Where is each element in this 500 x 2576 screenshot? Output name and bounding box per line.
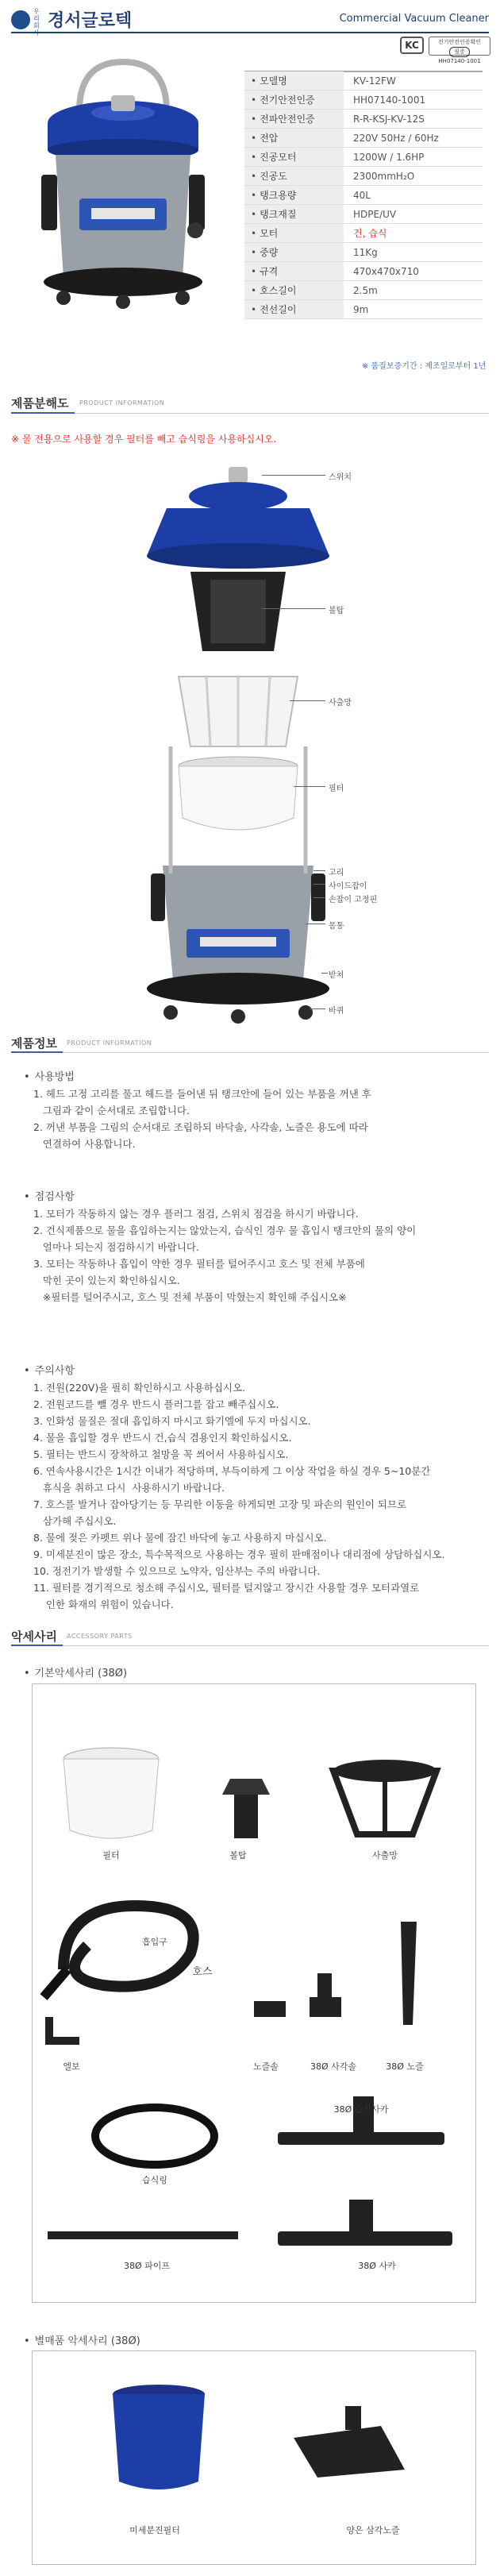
basic-accessories-images [32,1683,476,2303]
spec-row [244,300,483,319]
section-divider-accent [11,1645,63,1646]
list-item: 3. 모터는 작동하나 흡입이 약한 경우 필터를 털어주시고 호스 및 전체 부품에 [33,1258,365,1270]
list-item: 7. 호스를 발거나 잡아당기는 등 무리한 이동을 하게되면 고장 및 파손의 원인이 되므로 [33,1498,407,1510]
leader-line [321,973,328,974]
part-label-hook: 고리 [329,869,344,877]
part-label-wheel: 바퀴 [329,1007,344,1016]
list-item: 2. 꺼낸 부품을 그림의 순서대로 조립하되 바닥솔, 사각솔, 노즐은 용도에 따라 [33,1121,368,1133]
accessory-label-elbow: 엘보 [63,2061,80,2072]
spec-value: 9m [353,303,369,315]
leader-line [294,786,325,787]
exploded-diagram [135,461,341,1032]
accessory-label-float: 볼탑 [229,1850,247,1861]
spec-row [244,186,483,205]
kc-line-2: 필증 [449,47,470,57]
section-title-info: 제품정보 [11,1036,57,1051]
list-item: 3. 인화성 물질은 절대 흡입하지 마시고 화기엘에 두지 마십시오. [33,1415,311,1427]
list-item: 2. 건식제품으로 물을 흡입하는지는 않았는지, 습식인 경우 물 흡입시 탱크안의 물의 양이 [33,1224,417,1236]
spec-row [244,243,483,262]
spec-key: • 전파안전인증 [244,110,344,128]
check-title: • 점검사항 [24,1188,75,1203]
spec-value: 40L [353,189,371,201]
caution-list [33,1379,490,1613]
list-item: 2. 전원코드를 뺄 경우 반드시 플러그를 잡고 빼주십시오. [33,1398,279,1410]
section-title-accessories: 악세사리 [11,1629,57,1644]
usage-title: • 사용방법 [24,1068,75,1083]
page-title: Commercial Vacuum Cleaner [339,13,489,25]
part-label-grip-pin: 손잡이 고정핀 [329,896,378,904]
leader-line [262,475,325,476]
part-label-switch: 스위치 [329,473,352,482]
section-divider [11,1052,489,1053]
part-label-base: 받쳐 [329,971,344,980]
spec-key: • 전기안전인증 [244,91,344,109]
brand-name: 경서글로텍 [48,11,133,31]
spec-row [244,281,483,300]
section-subtitle-accessories: ACCESSORY PARTS [67,1633,133,1640]
list-item: 얼마나 되는지 점검하시기 바랍니다. [33,1241,199,1253]
section-subtitle-info: PRODUCT INFORMATION [67,1039,152,1047]
caution-title: • 주의사항 [24,1362,75,1377]
part-label-float: 볼탑 [329,607,344,615]
accessory-label-hose: 호스 [192,1966,213,1978]
extra-accessories-title: • 별매품 악세사리 (38Ø) [24,2332,140,2347]
accessory-label-basket: 사출망 [372,1850,398,1861]
leader-line [313,897,325,898]
list-item: ※필터를 털어주시고, 호스 및 전체 부품이 막혔는지 확인해 주십시오※ [33,1291,347,1303]
accessory-label-triangle-nozzle: 양은 삼각노즐 [346,2525,400,2536]
spec-row [244,167,483,186]
part-label-mesh: 사출망 [329,699,352,708]
list-item: 4. 물을 흡입할 경우 반드시 건,습식 겸용인지 확인하십시오. [33,1432,292,1444]
accessory-label-wet-ring: 습식링 [142,2175,167,2185]
section-divider-accent [11,412,75,414]
usage-list [33,1086,486,1152]
list-item: 6. 연속사용시간은 1시간 이내가 적당하며, 부득이하게 그 이상 작업을 하실 경우 5~10분간 [33,1465,431,1477]
kc-certificate-box [429,37,490,64]
leader-line [310,1008,325,1009]
accessory-label-inlet: 흡입구 [142,1937,167,1947]
leader-line [290,700,325,701]
spec-row [244,148,483,167]
spec-key: • 전선길이 [244,300,344,318]
spec-key: • 모터 [244,224,344,242]
list-item: 10. 정전기가 발생할 수 있으므로 노약자, 임산부는 주의 바랍니다. [33,1565,321,1577]
spec-value: 2.5m [353,284,378,296]
spec-value: KV-12FW [353,75,396,87]
spec-table [244,71,483,319]
list-item: 인한 화재의 위험이 있습니다. [33,1598,174,1610]
spec-key: • 전압 [244,129,344,147]
spec-key: • 호스길이 [244,281,344,299]
leader-line [313,884,325,885]
spec-key: • 중량 [244,243,344,261]
basic-accessories-title: • 기본악세사리 (38Ø) [24,1664,127,1679]
spec-row [244,129,483,148]
list-item: 막힌 곳이 있는지 확인하십시오. [33,1275,180,1286]
spec-value: 2300mmH₂O [353,170,415,182]
section-divider [11,413,489,414]
accessory-label-nozzle: 38Ø 노즐 [386,2061,424,2072]
spec-value: 11Kg [353,246,378,258]
list-item: 연결하여 사용합니다. [33,1138,136,1150]
spec-row [244,224,483,243]
accessory-label-floor-tool: 38Ø 사카 [358,2261,396,2271]
spec-value: 1200W / 1.6HP [353,151,425,163]
list-item: 1. 전원(220V)을 필히 확인하시고 사용하십시오. [33,1382,246,1394]
list-item: 삼가해 주십시오. [33,1515,117,1527]
accessory-label-filter: 필터 [102,1850,120,1861]
vacuum-cleaner-image [32,56,214,318]
spec-row [244,91,483,110]
part-label-side-grip: 사이드잡이 [329,882,367,891]
spec-row [244,71,483,91]
section-subtitle-parts: PRODUCT INFORMATION [79,399,165,407]
header-divider [11,32,489,33]
spec-key: • 진공모터 [244,148,344,166]
list-item: 11. 필터를 경기적으로 청소해 주십시오, 필터를 털지않고 장시간 사용할 경우 모터과열로 [33,1582,420,1594]
spec-key: • 진공도 [244,167,344,185]
spec-value: 220V 50Hz / 60Hz [353,132,439,144]
spec-row [244,205,483,224]
spec-row [244,262,483,281]
kc-line-3: HH07140-1001 [438,58,481,64]
accessory-label-square-brush: 38Ø 사각솔 [310,2061,357,2072]
list-item: 5. 필터는 반드시 장착하고 철망을 꼭 씌어서 사용하십시오. [33,1448,289,1460]
list-item: 8. 물에 젖은 카펫트 위나 물에 잠긴 바닥에 놓고 사용하지 마십시오. [33,1532,327,1544]
spec-value: R-R-KSJ-KV-12S [353,113,425,125]
spec-key: • 탱크용량 [244,186,344,204]
spec-key: • 모델명 [244,71,344,90]
part-label-body: 몸통 [329,922,344,931]
spec-key: • 탱크재질 [244,205,344,223]
kc-mark-icon: KC [400,37,424,54]
kc-line-1: 전기안전인증확인 [437,39,482,45]
section-divider [11,1645,489,1646]
spec-value: 470x470x710 [353,265,419,277]
list-item: 그림과 같이 순서대로 조립합니다. [33,1105,190,1116]
accessory-label-pipe: 38Ø 파이프 [123,2261,171,2271]
warning-text: ※ 물 전용으로 사용할 경우 필터를 빼고 습식링을 사용하십시오. [11,434,277,445]
accessory-label-wet-squeegee: 38Ø 습식사카 [333,2104,389,2115]
list-item: 9. 미세분진이 많은 장소, 특수목적으로 사용하는 경우 필히 판매점이나 대리점에 상담하십시오. [33,1548,445,1560]
spec-value: HDPE/UV [353,208,397,220]
part-label-filter: 필터 [329,785,344,793]
spec-row [244,110,483,129]
section-title-parts: 제품분해도 [11,396,69,411]
accessory-label-nozzle-brush: 노즐솔 [253,2061,279,2072]
section-divider-accent [11,1051,63,1053]
list-item: 1. 모터가 작동하지 않는 경우 플러그 점검, 스위치 점검을 하시기 바랍니다. [33,1208,359,1220]
warranty-note: ※ 품질보증기간 : 제조일로부터 1년 [362,362,487,371]
brand-logo-icon [11,10,30,29]
spec-value: HH07140-1001 [353,94,426,106]
leader-line [262,608,325,609]
check-list [33,1205,486,1305]
list-item: 1. 헤드 고정 고리를 풀고 헤드를 들어낸 뒤 탱크안에 들어 있는 부품을 꺼낸 후 [33,1088,371,1100]
accessory-label-fine-filter: 미세분진필터 [129,2525,180,2536]
spec-value: 건, 습식 [353,228,387,239]
brand-tagline: 우리 회 [33,8,40,29]
spec-key: • 규격 [244,262,344,280]
list-item: 휴식을 취하고 다시 사용하시기 바랍니다. [33,1482,225,1494]
leader-line [313,870,325,871]
